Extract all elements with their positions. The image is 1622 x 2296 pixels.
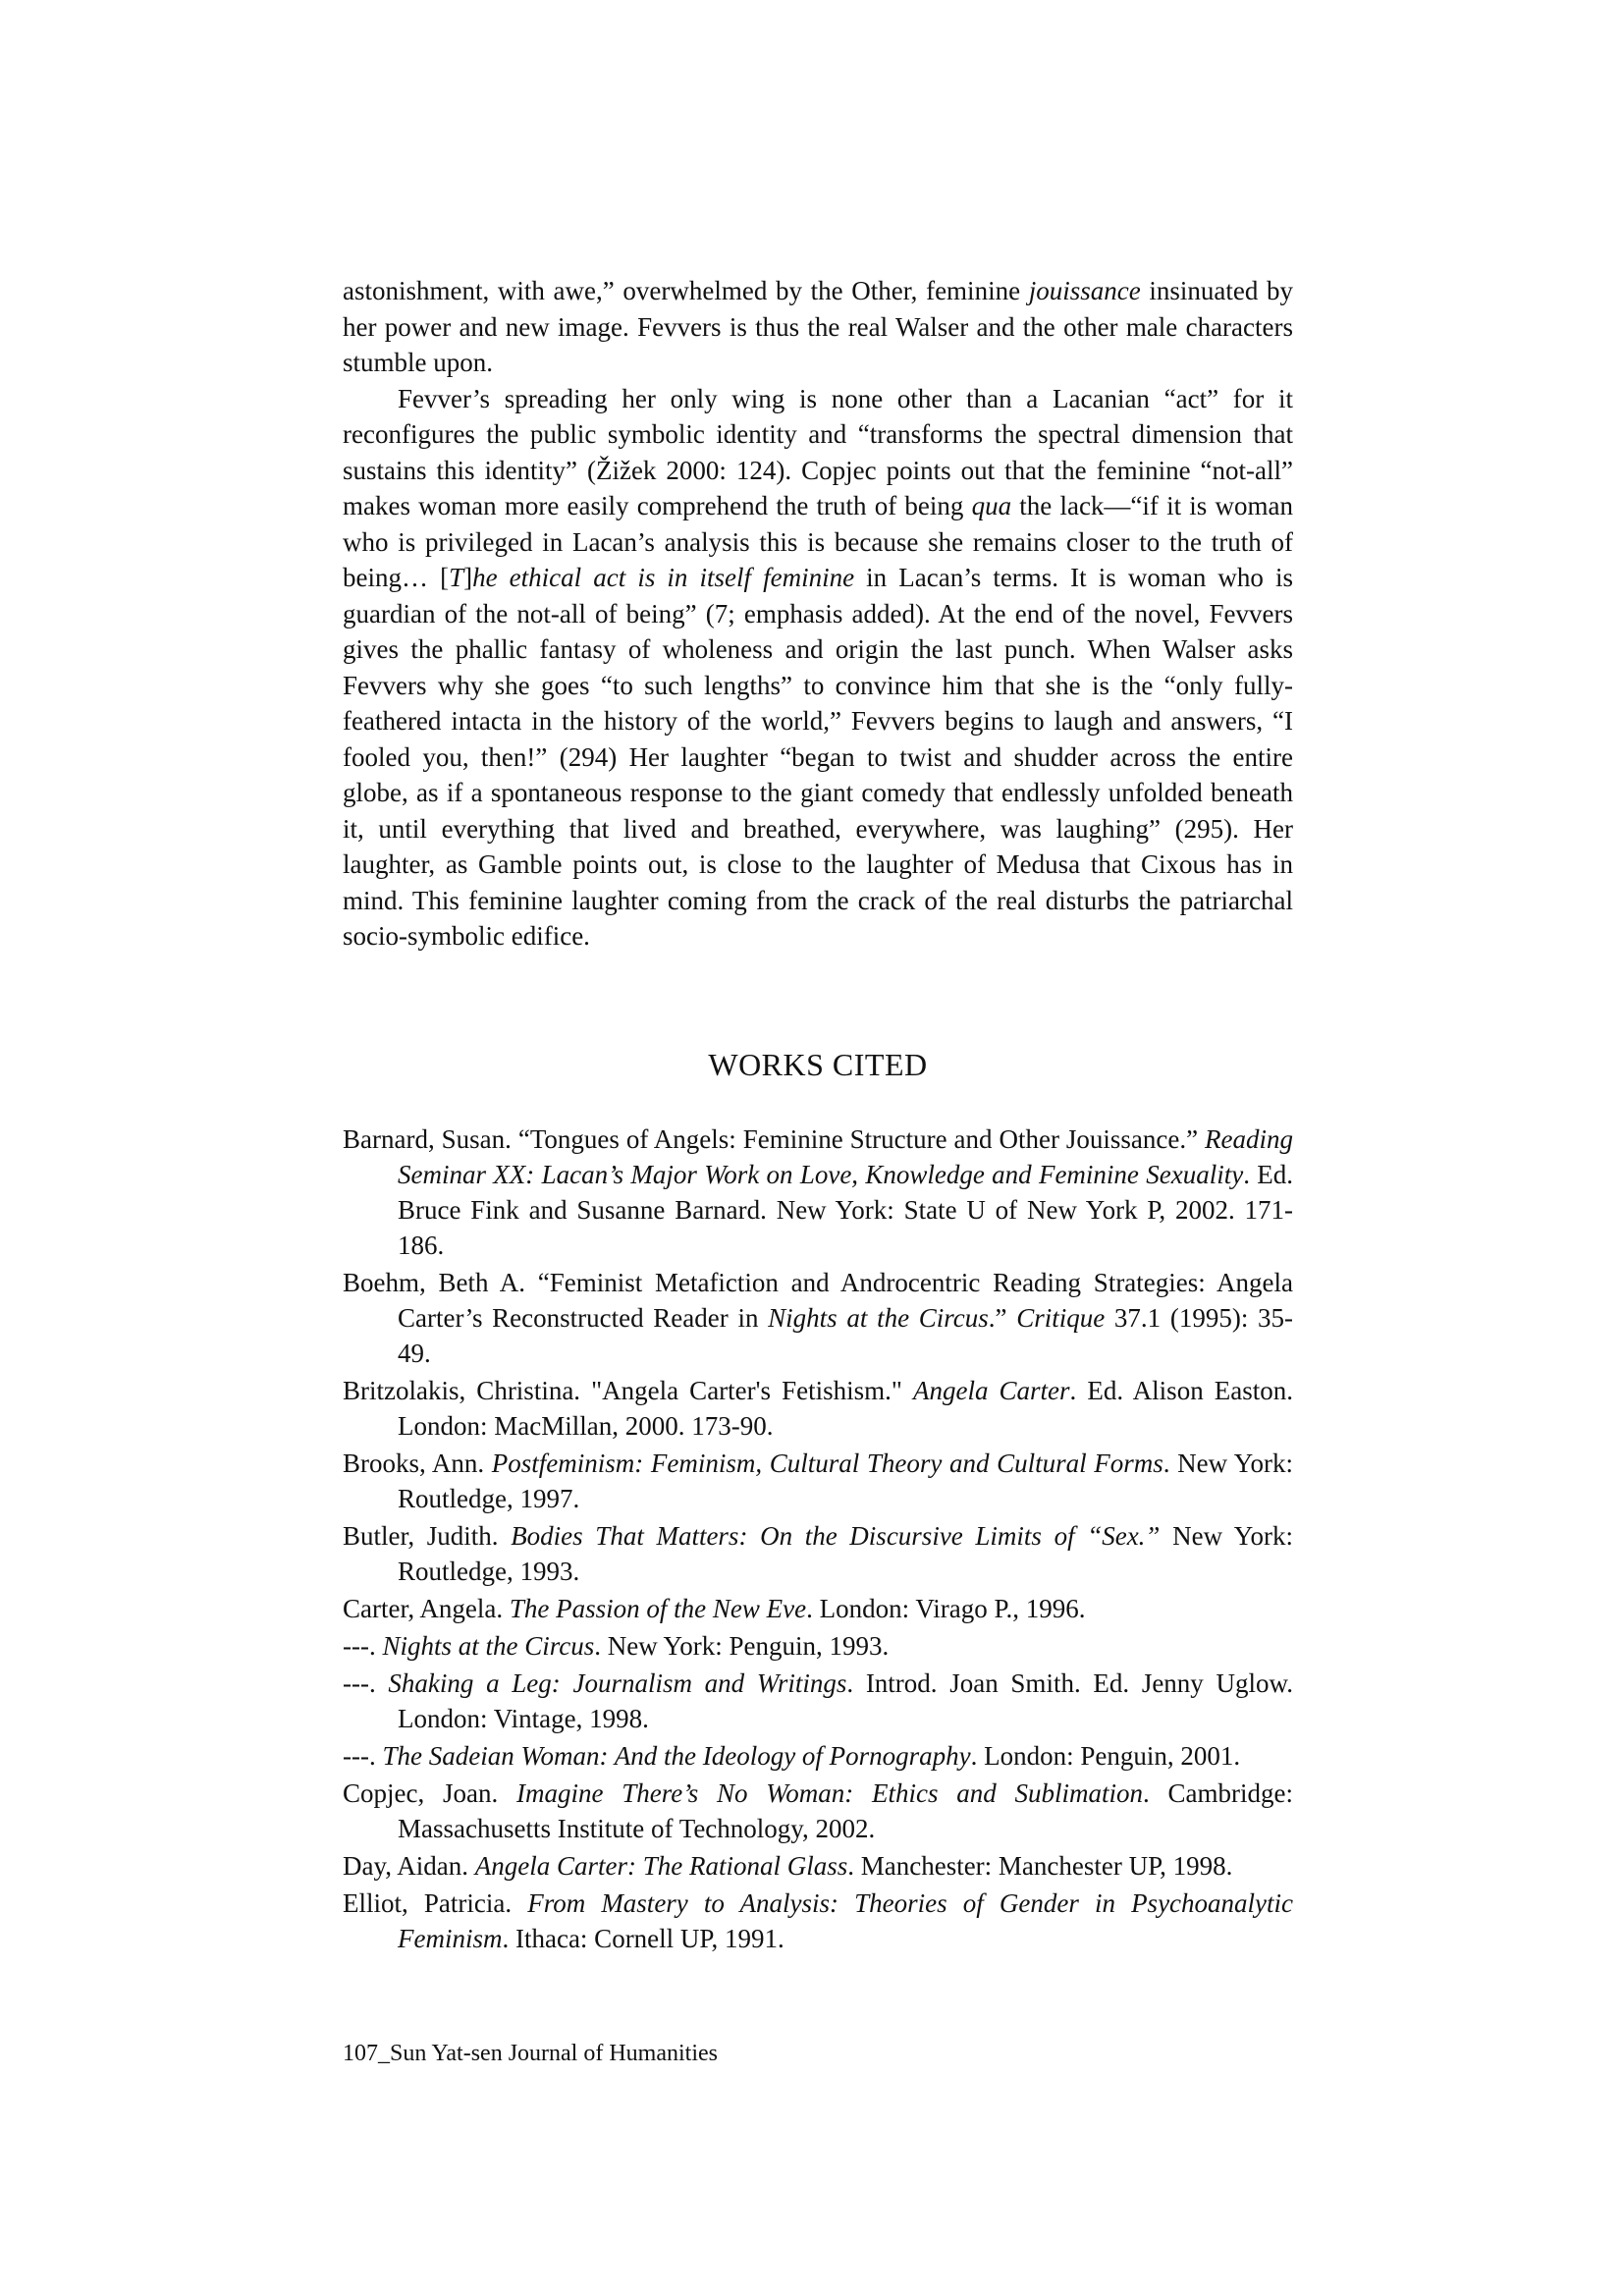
text-run: .” [988,1303,1017,1333]
citation-entry [343,1848,1293,1884]
text-run: ---. [343,1741,383,1771]
text-run: Barnard, Susan. “Tongues of Angels: Feminine Structure and Other Jouissance.” [343,1124,1206,1154]
italic-text-run: Bodies That Matters: On the Discursive Limits of “Sex.” [511,1521,1161,1551]
text-run: . Introd. Joan Smith. Ed. Jenny Uglow. London: Vintage, 1998. [398,1668,1293,1733]
italic-text-run: From Mastery to Analysis: Theories of Gender in Psychoanalytic Feminism [398,1888,1294,1953]
works-cited-heading: WORKS CITED [708,1047,928,1082]
text-run: ---. [343,1631,383,1661]
text-run: the lack—“if it is woman who is privileged in Lacan’s analysis this is because she remains closer to the truth of being… [ [343,491,1293,592]
text-run: . London: Penguin, 2001. [970,1741,1241,1771]
italic-text-run: Angela Carter [912,1376,1070,1405]
citation-entry [343,1628,1293,1664]
italic-text-run: The Sadeian Woman: And the Ideology of Pornography [382,1741,971,1771]
citation-entry [343,1446,1293,1516]
text-run: . Ithaca: Cornell UP, 1991. [502,1924,784,1953]
italic-text-run: Nights at the Circus [768,1303,989,1333]
text-run: astonishment, with awe,” overwhelmed by the Other, feminine [343,276,1029,305]
text-run: . New York: Routledge, 1997. [398,1449,1293,1513]
text-run: . Ed. Bruce Fink and Susanne Barnard. New York: State U of New York P, 2002. 171-186. [398,1160,1293,1260]
citation-entry [343,1121,1293,1263]
italic-text-run: Nights at the Circus [382,1631,595,1661]
italic-text-run: jouissance [1028,276,1141,305]
italic-text-run: qua [971,491,1012,520]
citation-entry [343,1738,1293,1774]
citation-entry [343,1518,1293,1589]
citation-entry [343,1373,1293,1444]
text-run: in Lacan’s terms. It is woman who is guardian of the not-all of being” (7; emphasis added). At the end of the novel, Fevvers gives the phallic fantasy of wholeness and origin the last punch. When Walser asks Fevvers why she goes “to such lengths” to convince him that she is the “only fully-feathered intacta in the history of the world,” Fevvers begins to laugh and answers, “I fooled you, then!” (294) Her laughter “began to twist and shudder across the entire globe, as if a spontaneous response to the giant comedy that endlessly unfolded beneath it, until everything that lived and breathed, everywhere, was laughing” (295). Her laughter, as Gamble points out, is close to the laughter of Medusa that Cixous has in mind. This feminine laughter coming from the crack of the real disturbs the patriarchal socio-symbolic edifice. [343,563,1294,951]
text-run: Boehm, Beth A. “Feminist Metafiction and Androcentric Reading Strategies: Angela Carter’s Reconstructed Reader in [343,1268,1293,1333]
text-run: Elliot, Patricia. [343,1888,528,1918]
body-paragraph [343,273,1293,381]
citation-entry [343,1886,1293,1956]
italic-text-run: T [449,563,464,592]
italic-text-run: Imagine There’s No Woman: Ethics and Sublimation [515,1778,1143,1808]
text-run: New York: Routledge, 1993. [398,1521,1293,1586]
text-run: ] [463,563,473,592]
text-run: Day, Aidan. [343,1851,475,1881]
italic-text-run: Reading Seminar XX: Lacan’s Major Work on Love, Knowledge and Feminine Sexuality [398,1124,1293,1189]
works-cited-list [343,1121,1293,1958]
text-run: . Ed. Alison Easton. London: MacMillan, 2000. 173-90. [398,1376,1293,1441]
text-run: Copjec, Joan. [343,1778,516,1808]
citation-entry [343,1591,1293,1626]
text-run: . Cambridge: Massachusetts Institute of Technology, 2002. [398,1778,1293,1843]
text-run: Butler, Judith. [343,1521,512,1551]
italic-text-run: he ethical act is in itself feminine [472,563,855,592]
text-run: insinuated by her power and new image. Fevvers is thus the real Walser and the other male characters stumble upon. [343,276,1293,377]
citation-entry [343,1265,1293,1371]
text-run: Britzolakis, Christina. "Angela Carter's Fetishism." [343,1376,913,1405]
text-run: ---. [343,1668,389,1698]
text-run: . New York: Penguin, 1993. [594,1631,890,1661]
italic-text-run: Shaking a Leg: Journalism and Writings [388,1668,847,1698]
text-run: Carter, Angela. [343,1594,510,1623]
text-run: . London: Virago P., 1996. [806,1594,1086,1623]
italic-text-run: Critique [1016,1303,1106,1333]
body-text [343,273,1293,955]
text-run: . Manchester: Manchester UP, 1998. [847,1851,1233,1881]
citation-entry [343,1776,1293,1846]
body-paragraph [343,381,1293,955]
italic-text-run: Angela Carter: The Rational Glass [474,1851,848,1881]
text-run: Brooks, Ann. [343,1449,492,1478]
text-run: Fevver’s spreading her only wing is none other than a Lacanian “act” for it reconfigures the public symbolic identity and “transforms the spectral dimension that sustains this identity” (Žižek 2000: 124). Copjec points out that the feminine “not-all” makes woman more easily comprehend the truth of being [343,383,1293,520]
page-footer: 107_Sun Yat-sen Journal of Humanities [343,2041,718,2066]
citation-entry [343,1666,1293,1736]
text-run: 37.1 (1995): 35-49. [398,1303,1294,1368]
italic-text-run: The Passion of the New Eve [509,1594,807,1623]
italic-text-run: Postfeminism: Feminism, Cultural Theory and Cultural Forms [491,1449,1163,1478]
